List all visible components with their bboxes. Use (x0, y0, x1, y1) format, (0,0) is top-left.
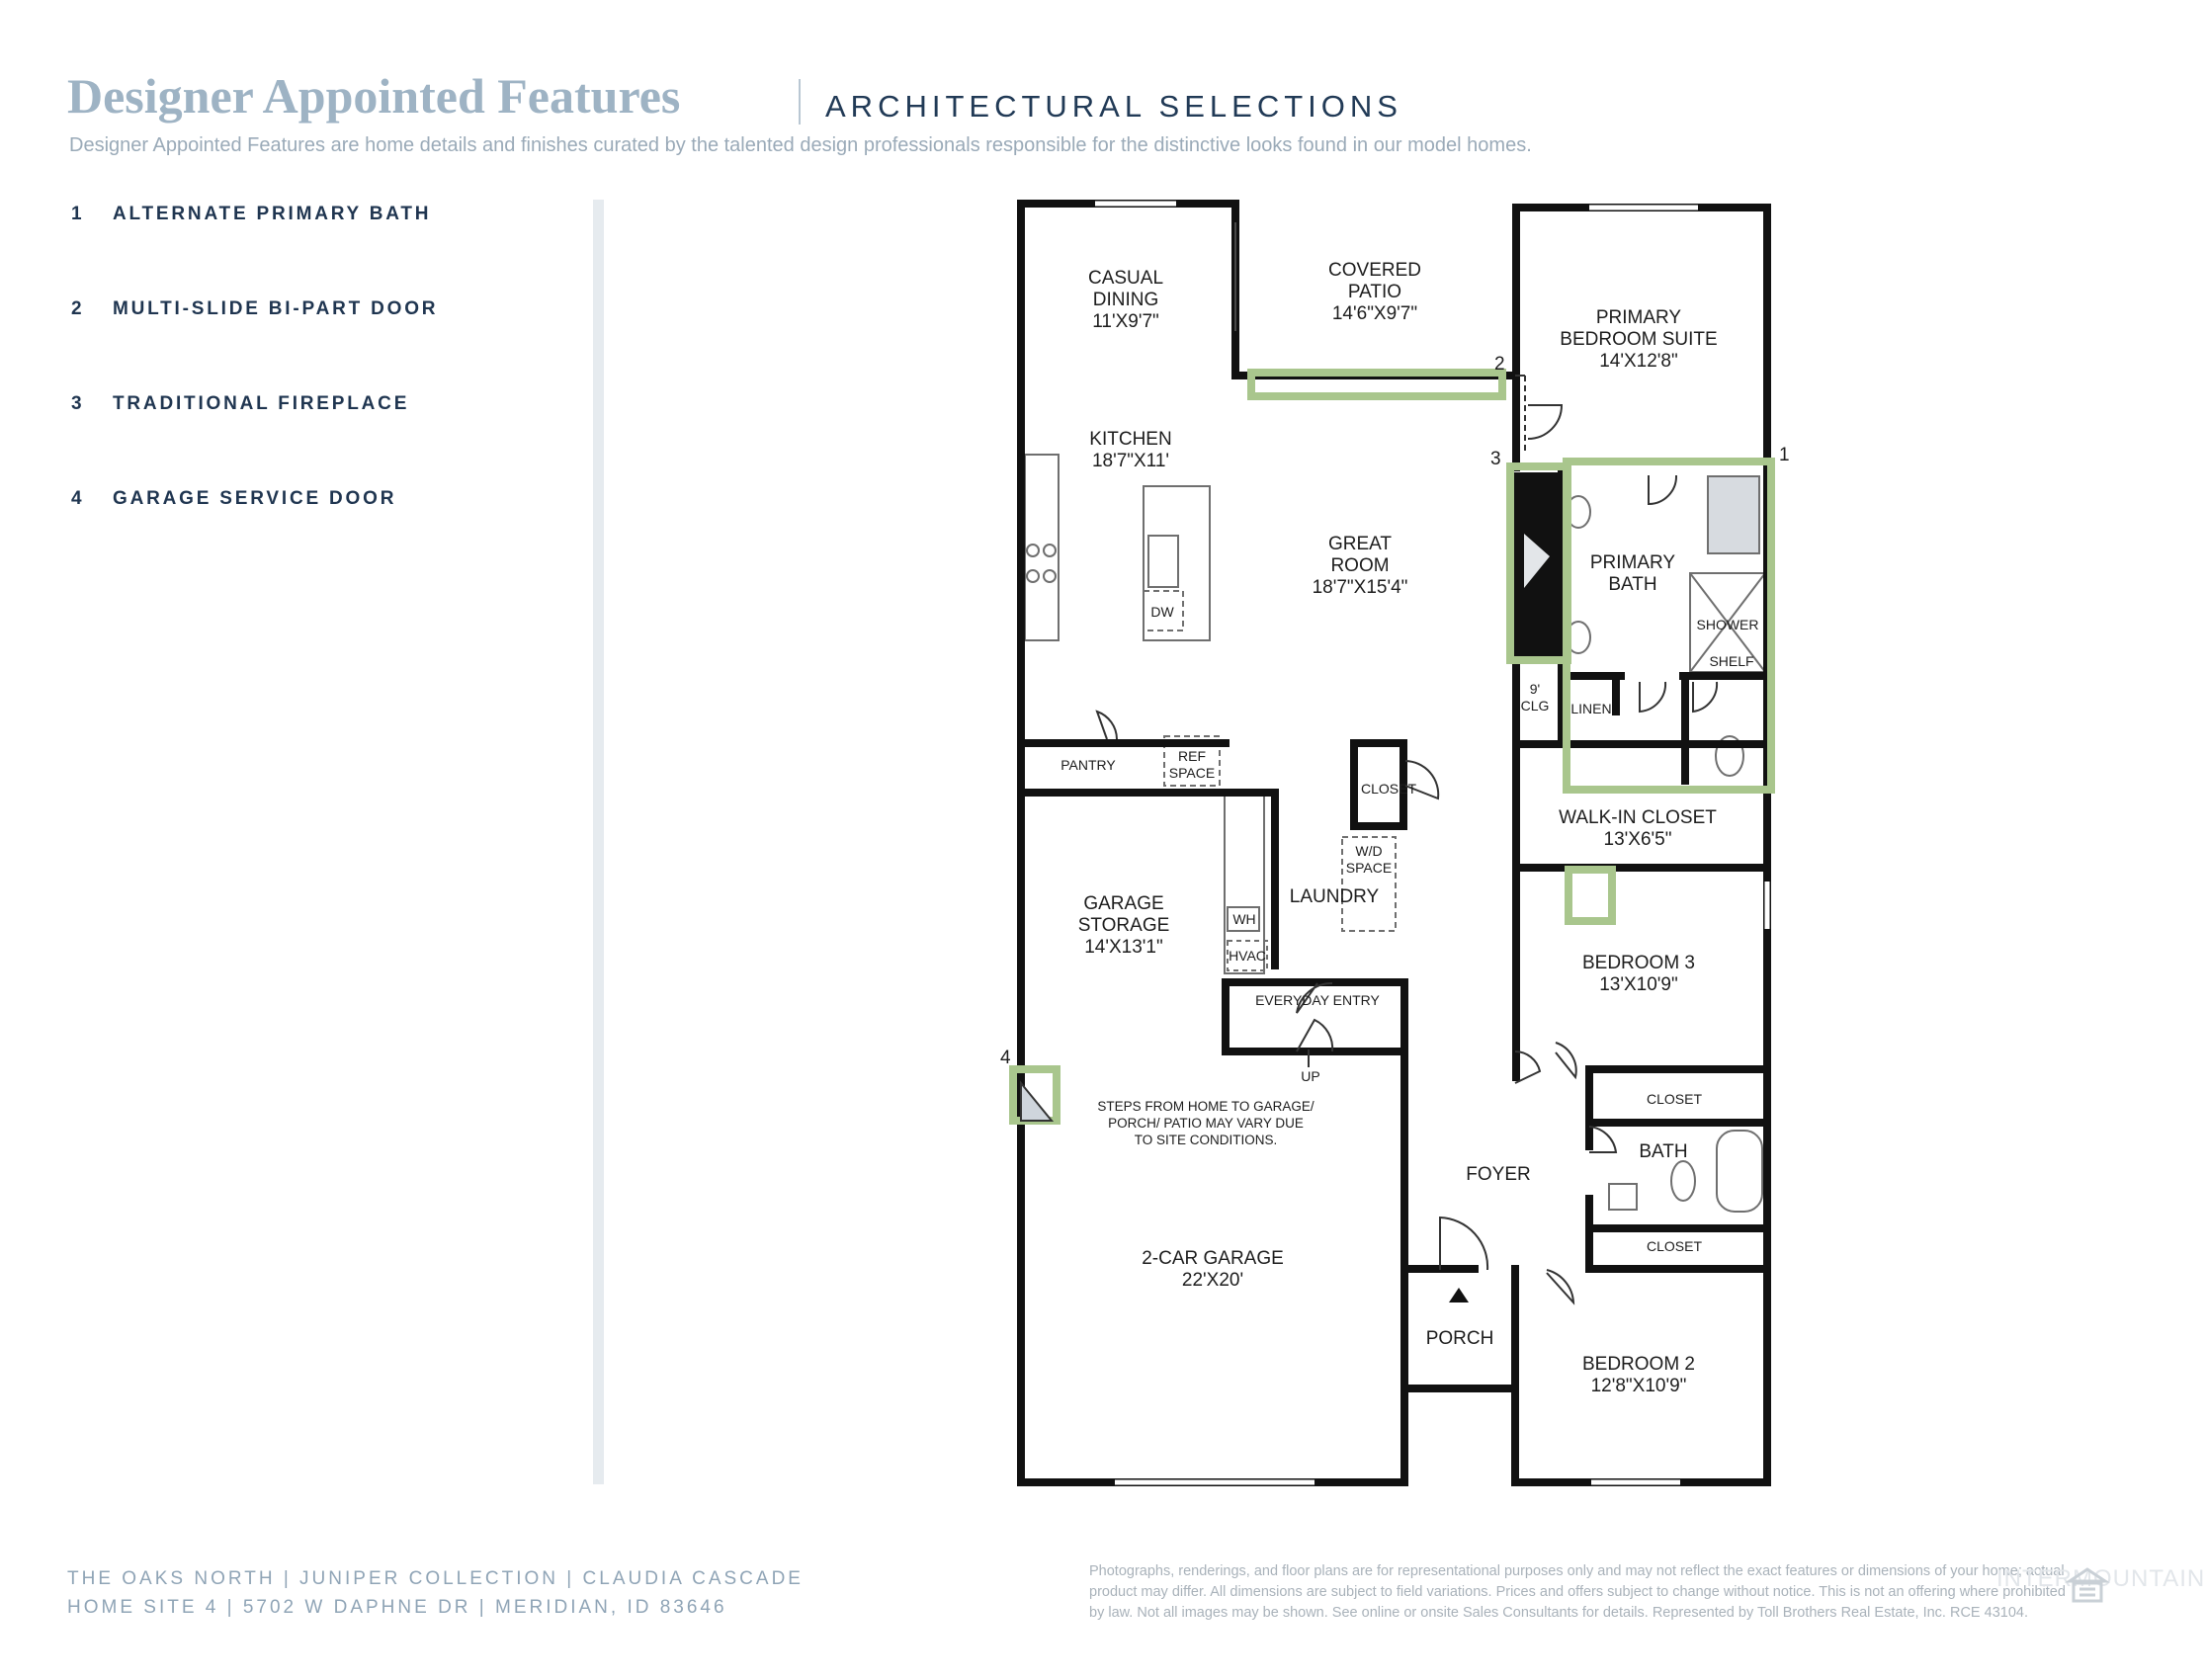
dw-label: DW (1150, 604, 1174, 620)
great-room-label: ROOM (1330, 555, 1390, 576)
casual-dining-label: DINING (1092, 290, 1159, 310)
bedroom-2-label: BEDROOM 2 (1581, 1354, 1696, 1375)
water-heater-label: WH (1232, 911, 1256, 927)
highlight-bi-part-door (1251, 373, 1502, 396)
footer-line-collection: THE OAKS NORTH | JUNIPER COLLECTION | CLAUDIA CASCADE (67, 1568, 804, 1589)
footer-line-address: HOME SITE 4 | 5702 W DAPHNE DR | MERIDIAN, ID 83646 (67, 1597, 727, 1618)
highlight-walk-in-closet (1569, 870, 1612, 921)
bedroom-2-size: 12'8"X10'9" (1590, 1376, 1687, 1396)
footer-community-info (67, 1568, 804, 1626)
kitchen-size: 18'7"X11' (1091, 451, 1170, 471)
note-line: TO SITE CONDITIONS. (1134, 1133, 1278, 1147)
shelf-label: SHELF (1709, 653, 1754, 669)
porch-label: PORCH (1425, 1328, 1494, 1349)
bathtub-icon (1708, 476, 1759, 553)
garage-storage-label: GARAGE (1083, 893, 1164, 914)
bath-label: BATH (1639, 1141, 1688, 1162)
everyday-entry-label: EVERYDAY ENTRY (1255, 992, 1380, 1008)
great-room-size: 18'7"X15'4" (1312, 577, 1408, 598)
closet-label: CLOSET (1646, 1238, 1703, 1254)
bedroom-3-size: 13'X10'9" (1599, 974, 1678, 995)
covered-patio-size: 14'6"X9'7" (1331, 303, 1418, 324)
great-room-label: GREAT (1327, 534, 1393, 554)
laundry-label: LAUNDRY (1289, 886, 1380, 907)
marker-4: 4 (1000, 1048, 1011, 1068)
hvac-label: HVAC (1229, 948, 1266, 964)
primary-bedroom-label: BEDROOM SUITE (1560, 329, 1718, 350)
cooktop-burner-icon (1027, 570, 1039, 582)
entry-arrow-icon (1449, 1288, 1469, 1302)
marker-2: 2 (1494, 354, 1505, 375)
note-line: PORCH/ PATIO MAY VARY DUE (1108, 1116, 1304, 1131)
closet-label: CLOSET (1646, 1091, 1703, 1107)
feature-number: 3 (71, 393, 85, 414)
ceiling-height-label: 9' (1529, 681, 1541, 697)
mechanical-shelf (1225, 796, 1264, 973)
up-label: UP (1301, 1068, 1320, 1084)
garage-door-icon (1021, 1083, 1052, 1121)
ref-space-label: SPACE (1168, 765, 1216, 781)
covered-patio-label: PATIO (1347, 282, 1402, 302)
closet-label: CLOSET (1360, 781, 1417, 797)
feature-label: MULTI-SLIDE BI-PART DOOR (113, 298, 439, 319)
marker-1: 1 (1779, 445, 1790, 465)
cooktop-burner-icon (1044, 545, 1056, 556)
marker-3: 3 (1490, 449, 1501, 469)
note-line: STEPS FROM HOME TO GARAGE/ (1097, 1099, 1315, 1114)
feature-number: 4 (71, 488, 85, 509)
toilet-icon (1671, 1161, 1695, 1201)
bath-sink-icon (1609, 1184, 1637, 1210)
feature-label: TRADITIONAL FIREPLACE (113, 393, 410, 414)
garage-storage-size: 14'X13'1" (1084, 937, 1163, 958)
casual-dining-size: 11'X9'7" (1092, 311, 1159, 332)
feature-number: 1 (71, 204, 85, 224)
sink-icon (1148, 536, 1178, 587)
pantry-label: PANTRY (1060, 757, 1116, 773)
ref-space-label: REF (1178, 748, 1206, 764)
cooktop-burner-icon (1044, 570, 1056, 582)
page-subtitle: ARCHITECTURAL SELECTIONS (825, 89, 1402, 124)
watermark: INTERMOUNTAIN (1996, 1565, 2205, 1592)
foyer-label: FOYER (1466, 1164, 1531, 1185)
feature-label: GARAGE SERVICE DOOR (113, 488, 397, 509)
shower-label: SHOWER (1696, 617, 1759, 632)
covered-patio-label: COVERED (1328, 260, 1421, 281)
intro-text: Designer Appointed Features are home details and finishes curated by the talented design professionals responsible for the distinctive looks found in our model homes. (69, 134, 1532, 156)
kitchen-counter (1025, 455, 1059, 640)
feature-number: 2 (71, 298, 85, 319)
page-title: Designer Appointed Features (67, 68, 681, 124)
ceiling-height-label: CLG (1520, 698, 1550, 714)
feature-label: ALTERNATE PRIMARY BATH (113, 204, 432, 224)
cooktop-burner-icon (1027, 545, 1039, 556)
garage-size: 22'X20' (1181, 1270, 1244, 1291)
wd-space-label: SPACE (1345, 860, 1393, 876)
site-conditions-note (1097, 1099, 1315, 1147)
garage-label: 2-CAR GARAGE (1142, 1248, 1284, 1269)
bathtub-icon (1717, 1131, 1762, 1212)
walk-in-closet-size: 13'X6'5" (1603, 829, 1672, 850)
linen-label: LINEN (1570, 701, 1612, 716)
walk-in-closet-label: WALK-IN CLOSET (1559, 807, 1717, 828)
primary-bath-label: BATH (1608, 574, 1657, 595)
bedroom-3-label: BEDROOM 3 (1581, 953, 1696, 973)
equal-housing-icon (2066, 1565, 2109, 1613)
wd-space-label: W/D (1355, 843, 1383, 859)
primary-bath-label: PRIMARY (1589, 552, 1676, 573)
primary-bedroom-size: 14'X12'8" (1599, 351, 1678, 372)
kitchen-label: KITCHEN (1089, 429, 1172, 450)
primary-bedroom-label: PRIMARY (1595, 307, 1682, 328)
garage-storage-label: STORAGE (1077, 915, 1170, 936)
disclaimer-text: Photographs, renderings, and floor plans are for representational purposes only and may not reflect the exact features or dimensions of your home; actual product may differ. All dimensions are subject to field variations. Prices and offers subject to change without notice. This is not an offering where prohibited by law. Not all images may be shown. See online or onsite Sales Consultants for details. Represented by Toll Brothers Real Estate, Inc. RCE 43104. (1089, 1563, 2066, 1621)
casual-dining-label: CASUAL (1087, 268, 1164, 289)
